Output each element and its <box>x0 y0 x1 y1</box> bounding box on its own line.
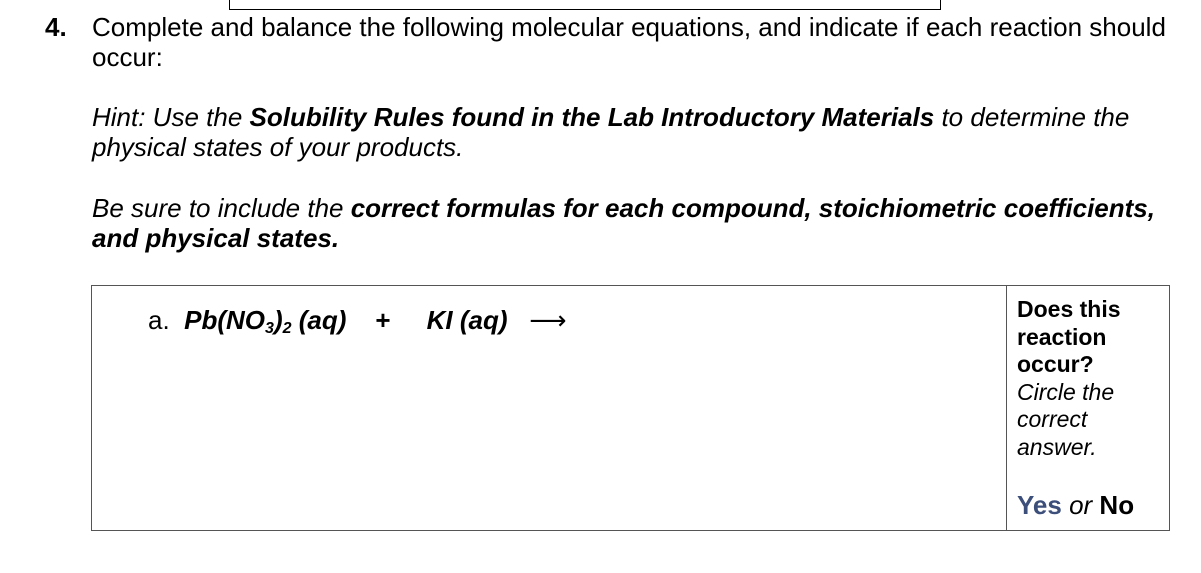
equation-row <box>148 305 566 344</box>
instructions-paragraph <box>92 193 1172 253</box>
yes-option[interactable]: Yes <box>1017 490 1062 520</box>
reactant1-subscript: 3 <box>265 320 274 337</box>
hint-paragraph <box>92 102 1172 162</box>
reactant-potassium-iodide: KI (aq) <box>426 305 508 335</box>
equation-label: a. <box>148 305 170 335</box>
side-question-line-3: occur? <box>1017 351 1094 377</box>
hint-prefix: Hint: Use the <box>92 102 250 132</box>
side-question-line-1: Does this <box>1017 296 1121 322</box>
yes-no-choices <box>1017 490 1134 521</box>
hint-suffix: to determine the physical states of your products. <box>92 102 1130 162</box>
hint-bold: Solubility Rules found in the Lab Introductory Materials <box>249 102 935 132</box>
side-instruction-line-3: answer. <box>1017 433 1097 460</box>
besure-prefix: Be sure to include the <box>92 193 351 223</box>
reactant-lead-nitrate <box>184 305 346 335</box>
reaction-arrow: ⟶ <box>529 305 567 335</box>
answer-table <box>91 285 1170 531</box>
table-divider <box>1006 286 1007 530</box>
plus-sign: + <box>375 305 391 335</box>
or-text: or <box>1069 490 1093 520</box>
reactant1-main: Pb(NO <box>184 305 266 335</box>
besure-bold: correct formulas for each compound, stoichiometric coefficients, and physical states. <box>92 193 1155 253</box>
reaction-question-column <box>1017 296 1162 461</box>
top-answer-box-edge <box>229 0 941 10</box>
question-number: 4. <box>45 12 67 42</box>
no-option[interactable]: No <box>1099 490 1135 520</box>
side-question-line-2: reaction <box>1017 323 1107 350</box>
question-text: Complete and balance the following molecular equations, and indicate if each reaction should occur: <box>92 12 1166 72</box>
reactant1-close: ) <box>273 305 283 335</box>
reactant1-subscript-2: 2 <box>282 320 292 337</box>
side-instruction-line-2: correct <box>1017 406 1088 432</box>
side-instruction-line-1: Circle the <box>1017 378 1115 405</box>
reactant1-state: (aq) <box>298 305 347 335</box>
